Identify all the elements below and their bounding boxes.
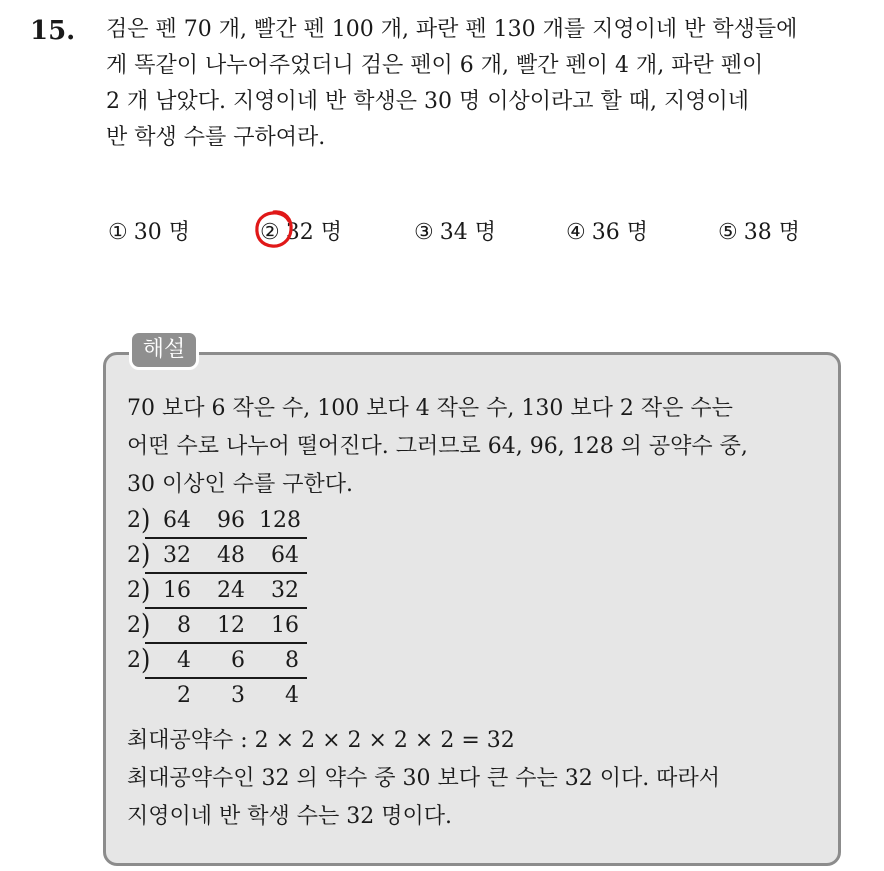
question-text — [106, 12, 866, 156]
question-line: 2 개 남았다. 지영이네 반 학생은 30 명 이상이라고 할 때, 지영이네 — [106, 89, 749, 114]
solution-tab-label: 해설 — [129, 330, 199, 370]
choice-5[interactable] — [718, 215, 800, 246]
division-underline — [145, 537, 307, 539]
division-value: 16 — [163, 578, 191, 603]
division-bracket: ) — [141, 608, 151, 642]
division-value: 128 — [259, 508, 301, 533]
choice-text: 36 명 — [591, 220, 648, 245]
division-divisor: 2 — [127, 648, 141, 673]
division-underline — [145, 642, 307, 644]
division-value: 8 — [177, 613, 191, 638]
division-quotient-value: 4 — [285, 683, 299, 708]
choice-4[interactable] — [566, 215, 648, 246]
division-quotient-value: 2 — [177, 683, 191, 708]
division-underline — [145, 607, 307, 609]
choice-marker: ⑤ — [718, 220, 738, 245]
division-value: 8 — [285, 648, 299, 673]
division-value: 96 — [217, 508, 245, 533]
division-bracket: ) — [141, 503, 151, 537]
division-row — [127, 538, 327, 576]
division-row — [127, 643, 327, 681]
solution-intro-line: 70 보다 6 작은 수, 100 보다 4 작은 수, 130 보다 2 작은 수는 — [127, 396, 733, 421]
division-value: 24 — [217, 578, 245, 603]
question-line: 게 똑같이 나누어주었더니 검은 펜이 6 개, 빨간 펜이 4 개, 파란 펜이 — [106, 53, 764, 78]
choice-marker: ① — [108, 220, 128, 245]
division-underline — [145, 572, 307, 574]
question-line: 검은 펜 70 개, 빨간 펜 100 개, 파란 펜 130 개를 지영이네 반 학생들에 — [106, 17, 798, 42]
division-row — [127, 503, 327, 541]
choice-text: 32 명 — [285, 220, 342, 245]
division-divisor: 2 — [127, 543, 141, 568]
division-divisor: 2 — [127, 578, 141, 603]
gcd-equation: 최대공약수 : 2 × 2 × 2 × 2 × 2 = 32 — [127, 728, 515, 753]
division-row — [127, 608, 327, 646]
division-value: 4 — [177, 648, 191, 673]
division-row — [127, 573, 327, 611]
division-bracket: ) — [141, 573, 151, 607]
choice-1[interactable] — [108, 215, 190, 246]
question-number: 15. — [30, 16, 76, 46]
division-value: 64 — [163, 508, 191, 533]
division-bracket: ) — [141, 538, 151, 572]
division-divisor: 2 — [127, 613, 141, 638]
division-divisor: 2 — [127, 508, 141, 533]
division-value: 32 — [271, 578, 299, 603]
choice-marker: ③ — [414, 220, 434, 245]
division-underline — [145, 677, 307, 679]
choice-text: 38 명 — [743, 220, 800, 245]
choice-marker: ② — [260, 220, 280, 245]
division-quotient-row — [127, 681, 327, 716]
solution-conclusion — [127, 760, 827, 836]
conclusion-line: 지영이네 반 학생 수는 32 명이다. — [127, 804, 452, 829]
division-value: 12 — [217, 613, 245, 638]
question-line: 반 학생 수를 구하여라. — [106, 125, 326, 150]
division-quotient-value: 3 — [231, 683, 245, 708]
solution-intro-line: 어떤 수로 나누어 떨어진다. 그러므로 64, 96, 128 의 공약수 중, — [127, 434, 748, 459]
division-value: 48 — [217, 543, 245, 568]
choice-2[interactable] — [260, 215, 342, 246]
ladder-division — [127, 503, 327, 716]
choice-3[interactable] — [414, 215, 496, 246]
division-value: 64 — [271, 543, 299, 568]
division-value: 6 — [231, 648, 245, 673]
answer-choices — [108, 215, 828, 255]
choice-text: 30 명 — [133, 220, 190, 245]
solution-intro-line: 30 이상인 수를 구한다. — [127, 472, 353, 497]
choice-text: 34 명 — [439, 220, 496, 245]
division-value: 16 — [271, 613, 299, 638]
solution-intro — [127, 390, 827, 504]
conclusion-line: 최대공약수인 32 의 약수 중 30 보다 큰 수는 32 이다. 따라서 — [127, 766, 720, 791]
choice-marker: ④ — [566, 220, 586, 245]
division-bracket: ) — [141, 643, 151, 677]
division-value: 32 — [163, 543, 191, 568]
